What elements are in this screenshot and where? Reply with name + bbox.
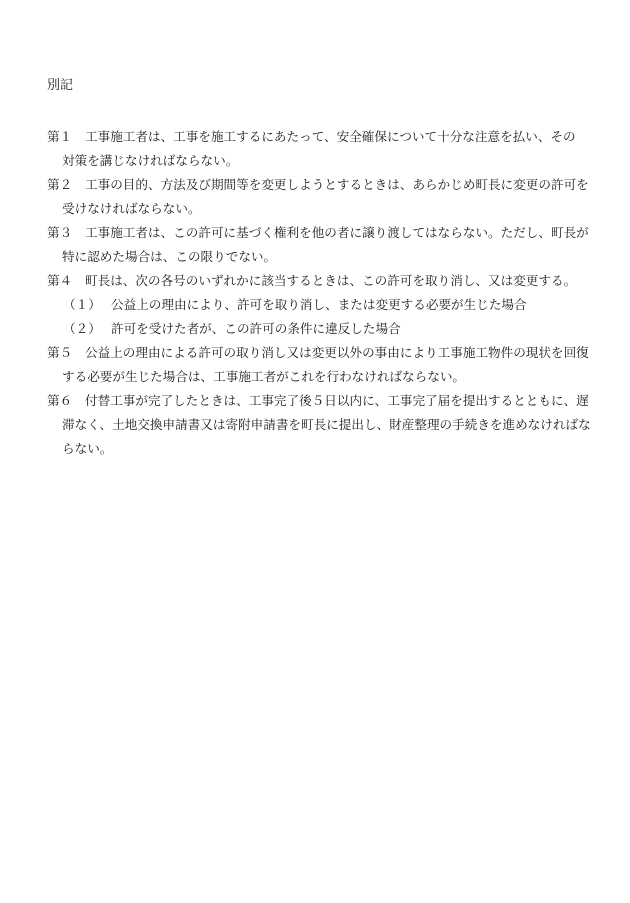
item-number: （２） — [63, 321, 101, 336]
article-list — [47, 125, 592, 461]
article-text: 工事施工者は、この許可に基づく権利を他の者に譲り渡してはならない。ただし、町長が — [85, 225, 589, 240]
article-first-line — [47, 125, 592, 149]
article-first-line — [47, 269, 592, 293]
article-text: 工事の目的、方法及び期間等を変更しようとするときは、あらかじめ町長に変更の許可を — [85, 177, 589, 192]
item-text: 許可を受けた者が、この許可の条件に違反した場合 — [111, 321, 401, 336]
page-title: 別記 — [47, 78, 74, 93]
article-first-line — [47, 173, 592, 197]
article-5 — [47, 341, 592, 389]
article-text: 公益上の理由による許可の取り消し又は変更以外の事由により工事施工物件の現状を回復 — [85, 345, 589, 360]
article-text: する必要が生じた場合は、工事施工者がこれを行わなければならない。 — [62, 369, 465, 384]
article-text: 町長は、次の各号のいずれかに該当するときは、この許可を取り消し、又は変更する。 — [85, 273, 577, 288]
article-text: 対策を講じなければならない。 — [62, 153, 239, 168]
article-3 — [47, 221, 592, 269]
item-text: 公益上の理由により、許可を取り消し、または変更する必要が生じた場合 — [111, 297, 527, 312]
article-number: 第２ — [47, 177, 73, 192]
list-item — [47, 317, 592, 341]
article-4 — [47, 269, 592, 341]
article-first-line — [47, 221, 592, 245]
article-number: 第６ — [47, 393, 73, 408]
article-number: 第４ — [47, 273, 73, 288]
article-6 — [47, 389, 592, 461]
article-first-line — [47, 341, 592, 365]
article-number: 第５ — [47, 345, 73, 360]
article-text: 滞なく、土地交換申請書又は寄附申請書を町長に提出し、財産整理の手続きを進めなければな — [62, 417, 591, 432]
article-2 — [47, 173, 592, 221]
article-number: 第３ — [47, 225, 73, 240]
article-text: 特に認めた場合は、この限りでない。 — [62, 249, 277, 264]
item-number: （１） — [63, 297, 101, 312]
article-text: らない。 — [62, 441, 113, 456]
list-item — [47, 293, 592, 317]
article-text: 受けなければならない。 — [62, 201, 201, 216]
article-number: 第１ — [47, 129, 73, 144]
article-item-list — [47, 293, 592, 341]
article-text: 工事施工者は、工事を施工するにあたって、安全確保について十分な注意を払い、その — [85, 129, 576, 144]
article-first-line — [47, 389, 592, 413]
article-1 — [47, 125, 592, 173]
article-text: 付替工事が完了したときは、工事完了後５日以内に、工事完了届を提出するとともに、遅 — [85, 393, 589, 408]
